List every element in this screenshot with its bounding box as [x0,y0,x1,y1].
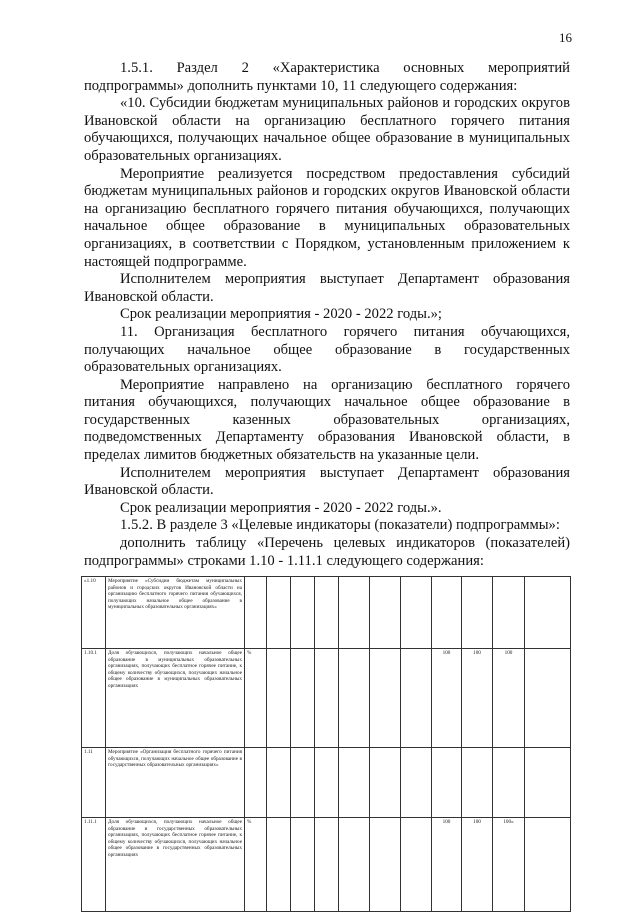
row-value: 100 [462,818,493,912]
row-value: 100 [462,649,493,748]
row-value [401,577,432,649]
row-value [267,649,291,748]
paragraph-item-11-description: Мероприятие направлено на организацию бесплатного горячего питания обучающихся, получающих начальное общее образование в государственных казенных образовательных организациях, подведомственных Департаменту образования Ивановской области, в пределах лимитов бюджетных обязательств на указанные цели. [84,376,570,464]
table-row [82,748,571,818]
row-value [315,748,339,818]
row-description: Доля обучающихся, получающих начальное общее образование в государственных образовательных организациях, получающих бесплатное горячее питание, к общему количеству обучающихся, получающих начальное общее образование в государственных образовательных организациях [106,818,245,912]
row-value [401,649,432,748]
row-value [525,577,571,649]
row-value [432,577,462,649]
row-value [339,649,370,748]
paragraph-item-11-term: Срок реализации мероприятия - 2020 - 2022 годы.». [120,499,442,516]
row-unit [245,748,267,818]
paragraph-1-5-1: 1.5.1. Раздел 2 «Характеристика основных мероприятий подпрограммы» дополнить пунктами 10, 11 следующего содержания: [84,60,570,94]
row-value: 100 [493,649,525,748]
row-description: Мероприятие «Организация бесплатного горячего питания обучающихся, получающих начальное общее образование в государственных образовательных организациях» [106,748,245,818]
row-value [462,577,493,649]
row-value [339,818,370,912]
table-row [82,649,571,748]
paragraph-item-10-term: Срок реализации мероприятия - 2020 - 2022 годы.»; [120,306,442,323]
row-value [462,748,493,818]
row-value [315,818,339,912]
row-value [267,748,291,818]
row-value [525,818,571,912]
row-value [370,818,401,912]
paragraph-item-10-description: Мероприятие реализуется посредством предоставления субсидий бюджетам муниципальных районов и городских округов Ивановской области на организацию бесплатного горячего питания обучающихся, получающих начальное общее образование в муниципальных образовательных организациях, в соответствии с Порядком, установленным приложением к настоящей подпрограмме. [84,165,570,270]
row-unit: % [245,649,267,748]
row-unit: % [245,818,267,912]
row-value [432,748,462,818]
row-value [493,577,525,649]
row-value: 100 [432,649,462,748]
indicators-table [81,576,571,912]
row-value [401,748,432,818]
row-description: Доля обучающихся, получающих начальное общее образование в муниципальных образовательных организациях, получающих бесплатное горячее питание, к общему количеству обучающихся, получающих начальное общее образование в муниципальных образовательных организациях [106,649,245,748]
row-value [493,748,525,818]
row-value [525,649,571,748]
row-number: «1.10 [82,577,106,649]
row-value [291,748,315,818]
paragraph-1-5-2: 1.5.2. В разделе 3 «Целевые индикаторы (показатели) подпрограммы»: [120,517,560,534]
row-value [370,649,401,748]
row-value: 100 [432,818,462,912]
row-value [401,818,432,912]
row-value [267,818,291,912]
row-value [525,748,571,818]
paragraph-item-10-title: «10. Субсидии бюджетам муниципальных районов и городских округов Ивановской области на организацию бесплатного горячего питания обучающихся, получающих начальное общее образование в муниципальных образовательных организациях. [84,95,570,164]
paragraph-item-11-title: 11. Организация бесплатного горячего питания обучающихся, получающих начальное общее образование в государственных образовательных организациях. [84,323,570,376]
row-value [370,748,401,818]
paragraph-table-intro: дополнить таблицу «Перечень целевых индикаторов (показателей) подпрограммы» строками 1.10 - 1.11.1 следующего содержания: [84,535,570,569]
row-value [291,818,315,912]
row-value [339,577,370,649]
document-body [84,60,570,570]
row-value [291,649,315,748]
paragraph-item-11-executor: Исполнителем мероприятия выступает Департамент образования Ивановской области. [84,464,570,499]
page-number: 16 [559,30,572,45]
row-number: 1.10.1 [82,649,106,748]
row-number: 1.11.1 [82,818,106,912]
row-unit [245,577,267,649]
table-row [82,577,571,649]
row-value [370,577,401,649]
row-value: 100» [493,818,525,912]
row-value [315,577,339,649]
paragraph-item-10-executor: Исполнителем мероприятия выступает Департамент образования Ивановской области. [84,271,570,305]
row-value [315,649,339,748]
row-value [339,748,370,818]
row-number: 1.11 [82,748,106,818]
row-value [267,577,291,649]
table-row [82,818,571,912]
row-value [291,577,315,649]
row-description: Мероприятие «Субсидии бюджетам муниципальных районов и городских округов Ивановской области на организацию бесплатного горячего питания обучающихся, получающих начальное общее образование в муниципальных образовательных организациях» [106,577,245,649]
